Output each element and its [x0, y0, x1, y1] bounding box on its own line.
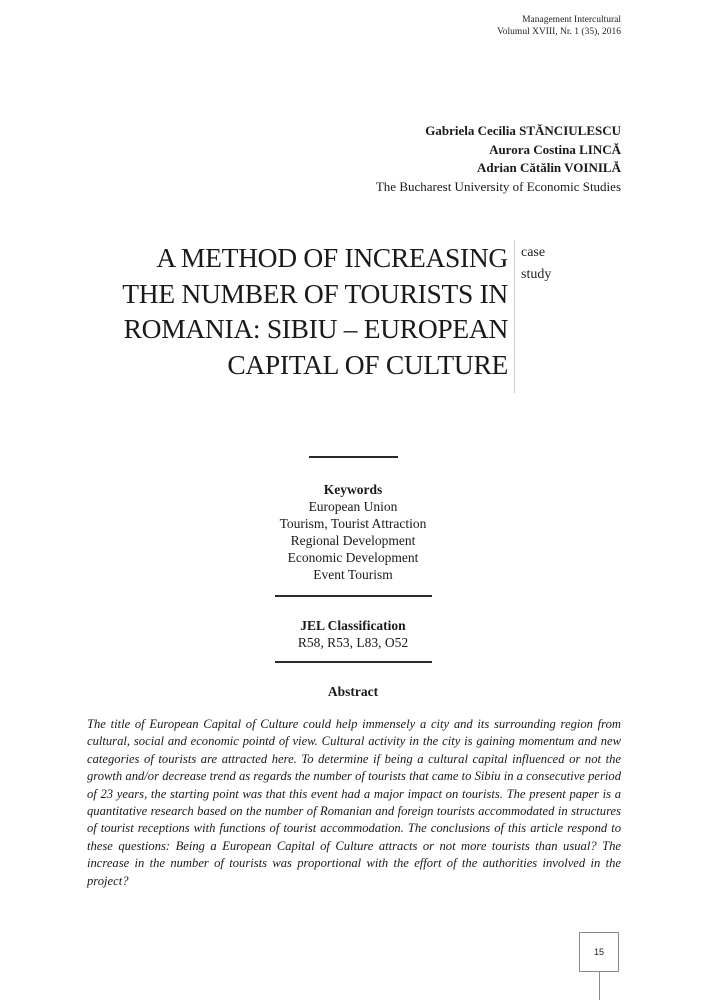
abstract-heading: Abstract: [327, 684, 379, 699]
author-name: Adrian Cătălin VOINILĂ: [477, 160, 621, 175]
journal-name: Management Intercultural: [522, 15, 621, 25]
title-line: CAPITAL OF CULTURE: [227, 348, 508, 380]
section-rule: [275, 595, 432, 597]
title-divider: [514, 240, 515, 393]
keywords-list: [203, 498, 503, 583]
keyword-item: Regional Development: [290, 533, 416, 548]
title-line: THE NUMBER OF TOURISTS IN: [122, 277, 508, 309]
page-number-line: [599, 972, 600, 1000]
jel-codes: R58, R53, L83, O52: [297, 635, 409, 650]
journal-issue: Volumul XVIII, Nr. 1 (35), 2016: [497, 27, 621, 37]
title-line: ROMANIA: SIBIU – EUROPEAN: [123, 313, 508, 344]
page-number-box: [579, 932, 619, 972]
author-name: Aurora Costina LINCĂ: [489, 141, 621, 157]
section-rule: [275, 661, 432, 663]
keyword-item: Tourism, Tourist Attraction: [279, 516, 427, 531]
page-number: 15: [593, 947, 604, 957]
author-block: [376, 122, 621, 196]
journal-header: [497, 14, 621, 38]
author-name: Gabriela Cecilia STĂNCIULESCU: [425, 123, 621, 138]
section-rule: [309, 456, 398, 458]
article-type-label: [521, 242, 551, 286]
paper-title: [48, 240, 508, 382]
abstract-text: The title of European Capital of Culture could help immensely a city and its surrounding region from cultural, social and economic pointd of view. Cultural activity in the city is gaining momentum and new categories of tourists are attracted here. To determine if being a cultural capital influenced or not the growth and/or decrease trend as regards the number of tourists that came to Sibiu in a consecutive period of 23 years, the starting point was that this event had a major impact on tourists. The present paper is a quantitative research based on the number of Romanian and foreign tourists accommodated in structures of tourist receptions with functions of tourist accommodation. The conclusions of this article respond to these questions: Being a European Capital of Culture attracts or not more tourists than usual? The increase in the number of tourists was proportional with the effort of the authorities involved in the project?: [87, 717, 621, 888]
keyword-item: European Union: [308, 499, 398, 514]
jel-heading: JEL Classification: [300, 618, 406, 633]
article-type-word: study: [521, 267, 552, 282]
affiliation: The Bucharest University of Economic Studies: [375, 178, 621, 194]
keyword-item: Event Tourism: [313, 567, 393, 582]
keywords-heading: Keywords: [323, 482, 383, 497]
title-line: A METHOD OF INCREASING: [156, 242, 508, 273]
article-type-word: case: [521, 245, 546, 260]
keyword-item: Economic Development: [287, 550, 419, 565]
